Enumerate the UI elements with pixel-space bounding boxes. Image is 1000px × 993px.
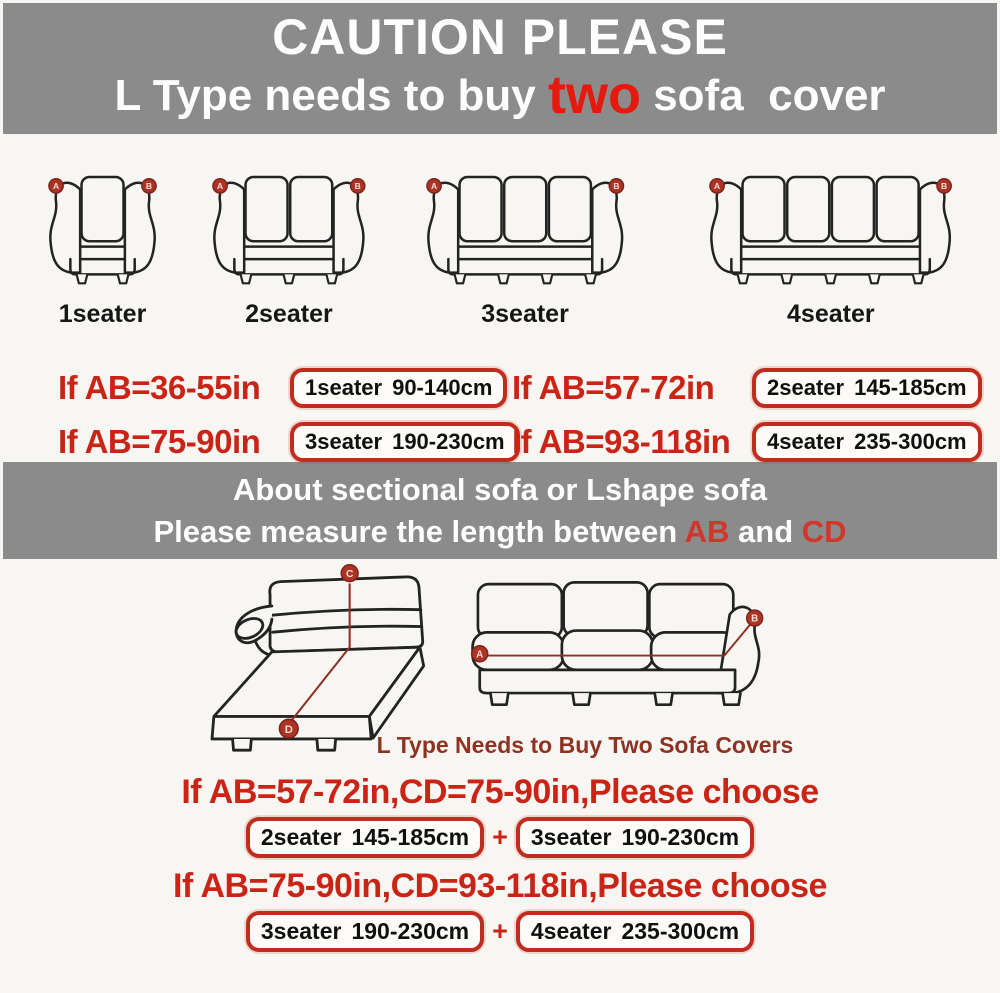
chaise-outline [212,577,424,750]
svg-text:B: B [941,181,948,192]
sofa-label-4seater: 4seater [787,300,875,328]
caution-banner [3,3,997,134]
marker-a-icon [213,179,227,193]
size-condition-1seater: If AB=36-55in [58,369,261,406]
svg-text:A: A [52,181,60,192]
badge-size-label: 3seater [305,429,383,454]
svg-text:B: B [750,613,759,625]
size-condition-4seater: If AB=93-118in [512,423,731,460]
option2-badge-second [516,911,754,952]
measure-text-mid: and [729,514,802,549]
badge-size-label: 2seater [767,375,845,400]
sectional-info-line2 [3,511,997,553]
option2-badge-first [246,911,484,952]
size-badge-4seater [752,422,974,462]
marker-b-icon [351,179,365,193]
lshape-option2-condition: If AB=75-90in,CD=93-118in,Please choose [173,867,827,905]
sofa-label-1seater: 1seater [58,300,147,328]
sofa-figure-1seater [48,168,157,330]
option1-badge-first [246,817,484,858]
marker-b-icon [142,179,156,193]
svg-text:A: A [430,181,437,192]
badge-range-label: 235-300cm [854,429,967,454]
sectional-outline [472,582,759,704]
size-guide-grid [0,368,1000,462]
size-badge-2seater [752,368,974,408]
plus-sign: + [492,916,508,946]
svg-text:B: B [613,181,620,192]
sofa-label-2seater: 2seater [245,300,333,328]
sectional-info-banner [3,462,997,559]
badge-size-label: 2seater [260,824,342,850]
badge-range-label: 190-230cm [392,429,505,454]
badge-range-label: 235-300cm [621,918,740,944]
sofa-figure-2seater [212,168,366,330]
sofa-3seater-drawing [426,168,624,286]
caution-title: CAUTION PLEASE [272,9,728,65]
badge-range-label: 190-230cm [621,824,740,850]
sectional-sofa-drawing [469,577,764,727]
lshape-drawings-row [0,561,1000,753]
sofa-figure-3seater [426,168,624,330]
option1-badge-second [516,817,754,858]
badge-range-label: 90-140cm [392,375,493,400]
sofa-figure-4seater [709,168,952,330]
lshape-section [0,559,1000,952]
svg-text:A: A [475,649,484,661]
sofa-sizes-section [0,134,1000,462]
size-badge-3seater [290,422,512,462]
size-condition-2seater: If AB=57-72in [512,369,715,406]
sofa-1seater-drawing [48,168,157,286]
svg-text:A: A [217,181,224,192]
sofa-2seater-drawing [212,168,366,286]
badge-size-label: 3seater [260,918,342,944]
marker-a-icon [710,179,724,193]
lshape-option1-condition: If AB=57-72in,CD=75-90in,Please choose [181,773,819,811]
marker-b-icon [937,179,951,193]
caution-subtitle [3,65,997,125]
svg-text:D: D [284,723,293,736]
badge-size-label: 3seater [530,824,612,850]
lshape-option2-badges [0,911,1000,952]
svg-text:B: B [354,181,361,192]
marker-b-icon [609,179,623,193]
svg-text:A: A [714,181,721,192]
svg-text:C: C [345,568,353,580]
subtitle-highlight-two: two [548,65,641,125]
badge-size-label: 4seater [530,918,612,944]
measure-text-pre: Please measure the length between [153,514,685,549]
badge-range-label: 145-185cm [854,375,967,400]
sofa-label-3seater: 3seater [481,300,569,328]
sofa-4seater-drawing [709,168,952,286]
chaise-drawing [197,561,459,753]
marker-c-icon [341,565,358,582]
subtitle-pre: L Type needs to buy [114,71,548,120]
measure-cd-label: CD [801,514,847,549]
badge-range-label: 190-230cm [351,918,470,944]
plus-sign: + [492,822,508,852]
size-condition-3seater: If AB=75-90in [58,423,261,460]
subtitle-post: sofa cover [640,71,886,120]
marker-b-icon [746,610,762,626]
marker-a-icon [427,179,441,193]
sectional-info-line1: About sectional sofa or Lshape sofa [233,472,767,507]
badge-size-label: 4seater [767,429,845,454]
badge-range-label: 145-185cm [351,824,470,850]
badge-size-label: 1seater [305,375,383,400]
lshape-caption: L Type Needs to Buy Two Sofa Covers [376,732,794,758]
marker-a-icon [471,646,487,662]
measure-ab-label: AB [684,514,730,549]
marker-a-icon [49,179,63,193]
sofa-cover-size-guide [0,3,1000,952]
lshape-option1-badges [0,817,1000,858]
svg-text:B: B [145,181,153,192]
sofa-drawings-row [0,168,1000,330]
marker-d-icon [279,719,298,738]
size-badge-1seater [290,368,512,408]
